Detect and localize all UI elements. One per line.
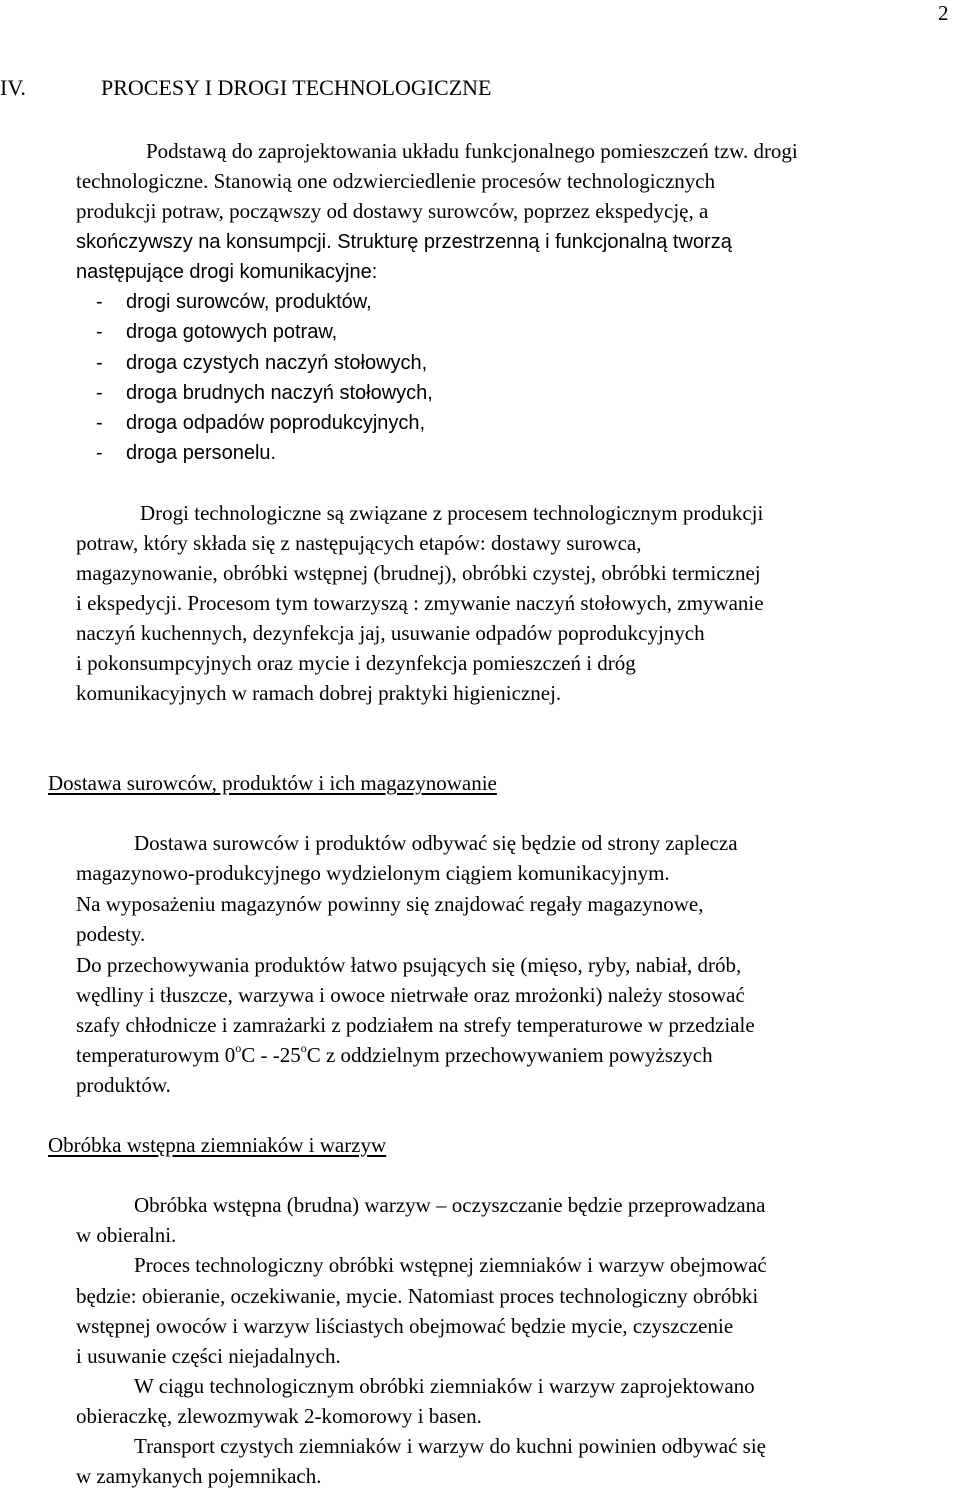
section-line: w obieralni. <box>76 1223 177 1247</box>
section-line: podesty. <box>76 922 146 946</box>
list-dash: - <box>96 412 103 434</box>
section-line: W ciągu technologicznym obróbki ziemniaków i warzyw zaprojektowano <box>134 1374 755 1398</box>
list-dash: - <box>96 321 103 343</box>
page-number: 2 <box>938 1 949 25</box>
list-item: droga odpadów poprodukcyjnych, <box>126 412 426 434</box>
section-line: Dostawa surowców i produktów odbywać się będzie od strony zaplecza <box>134 831 738 855</box>
list-item: droga czystych naczyń stołowych, <box>126 352 428 374</box>
section-line: Na wyposażeniu magazynów powinny się znajdować regały magazynowe, <box>76 892 704 916</box>
section-line: Obróbka wstępna (brudna) warzyw – oczyszczanie będzie przeprowadzana <box>134 1193 766 1217</box>
section-line: magazynowo-produkcyjnego wydzielonym ciągiem komunikacyjnym. <box>76 861 670 885</box>
section-heading: Dostawa surowców, produktów i ich magazynowanie <box>48 771 497 795</box>
intro-line: skończywszy na konsumpcji. Strukturę przestrzenną i funkcjonalną tworzą <box>76 231 732 253</box>
temperature-line <box>76 1040 713 1070</box>
list-item: droga brudnych naczyń stołowych, <box>126 382 433 404</box>
section-heading: Obróbka wstępna ziemniaków i warzyw <box>48 1133 387 1157</box>
temperature-text: C - -25 <box>241 1043 301 1067</box>
list-dash: - <box>96 382 103 404</box>
section-line: w zamykanych pojemnikach. <box>76 1464 322 1488</box>
paragraph-line: naczyń kuchennych, dezynfekcja jaj, usuwanie odpadów poprodukcyjnych <box>76 621 705 645</box>
section-line: Do przechowywania produktów łatwo psujących się (mięso, ryby, nabiał, drób, <box>76 953 742 977</box>
section-line: szafy chłodnicze i zamrażarki z podziałem na strefy temperaturowe w przedziale <box>76 1013 755 1037</box>
paragraph-line: potraw, który składa się z następujących etapów: dostawy surowca, <box>76 531 642 555</box>
section-line: Transport czystych ziemniaków i warzyw do kuchni powinien odbywać się <box>134 1434 766 1458</box>
section-line: będzie: obieranie, oczekiwanie, mycie. Natomiast proces technologiczny obróbki <box>76 1284 759 1308</box>
chapter-title: PROCESY I DROGI TECHNOLOGICZNE <box>101 75 492 100</box>
paragraph-line: i ekspedycji. Procesom tym towarzyszą : zmywanie naczyń stołowych, zmywanie <box>76 591 764 615</box>
chapter-number: IV. <box>0 75 26 100</box>
section-line: wędliny i tłuszcze, warzywa i owoce nietrwałe oraz mrożonki) należy stosować <box>76 983 745 1007</box>
paragraph-line: magazynowanie, obróbki wstępnej (brudnej), obróbki czystej, obróbki termicznej <box>76 561 761 585</box>
section-line: wstępnej owoców i warzyw liściastych obejmować będzie mycie, czyszczenie <box>76 1314 734 1338</box>
paragraph-line: komunikacyjnych w ramach dobrej praktyki higienicznej. <box>76 681 562 705</box>
list-dash: - <box>96 442 103 464</box>
temperature-text: C z oddzielnym przechowywaniem powyższych <box>306 1043 713 1067</box>
degree-mark: o <box>300 1041 307 1055</box>
list-dash: - <box>96 352 103 374</box>
section-line: i usuwanie części niejadalnych. <box>76 1344 341 1368</box>
temperature-text: temperaturowym 0 <box>76 1043 236 1067</box>
section-line: produktów. <box>76 1073 171 1097</box>
intro-line: następujące drogi komunikacyjne: <box>76 261 378 283</box>
list-dash: - <box>96 291 103 313</box>
paragraph-line: Drogi technologiczne są związane z procesem technologicznym produkcji <box>140 501 764 525</box>
intro-line: Podstawą do zaprojektowania układu funkcjonalnego pomieszczeń tzw. drogi <box>146 139 798 163</box>
list-item: droga personelu. <box>126 442 277 464</box>
intro-line: technologiczne. Stanowią one odzwierciedlenie procesów technologicznych <box>76 169 716 193</box>
paragraph-line: i pokonsumpcyjnych oraz mycie i dezynfekcja pomieszczeń i dróg <box>76 651 636 675</box>
section-line: obieraczkę, zlewozmywak 2-komorowy i basen. <box>76 1404 482 1428</box>
section-line: Proces technologiczny obróbki wstępnej ziemniaków i warzyw obejmować <box>134 1253 767 1277</box>
degree-mark: o <box>235 1041 242 1055</box>
intro-line: produkcji potraw, począwszy od dostawy surowców, poprzez ekspedycję, a <box>76 199 709 223</box>
list-item: droga gotowych potraw, <box>126 321 338 343</box>
list-item: drogi surowców, produktów, <box>126 291 372 313</box>
